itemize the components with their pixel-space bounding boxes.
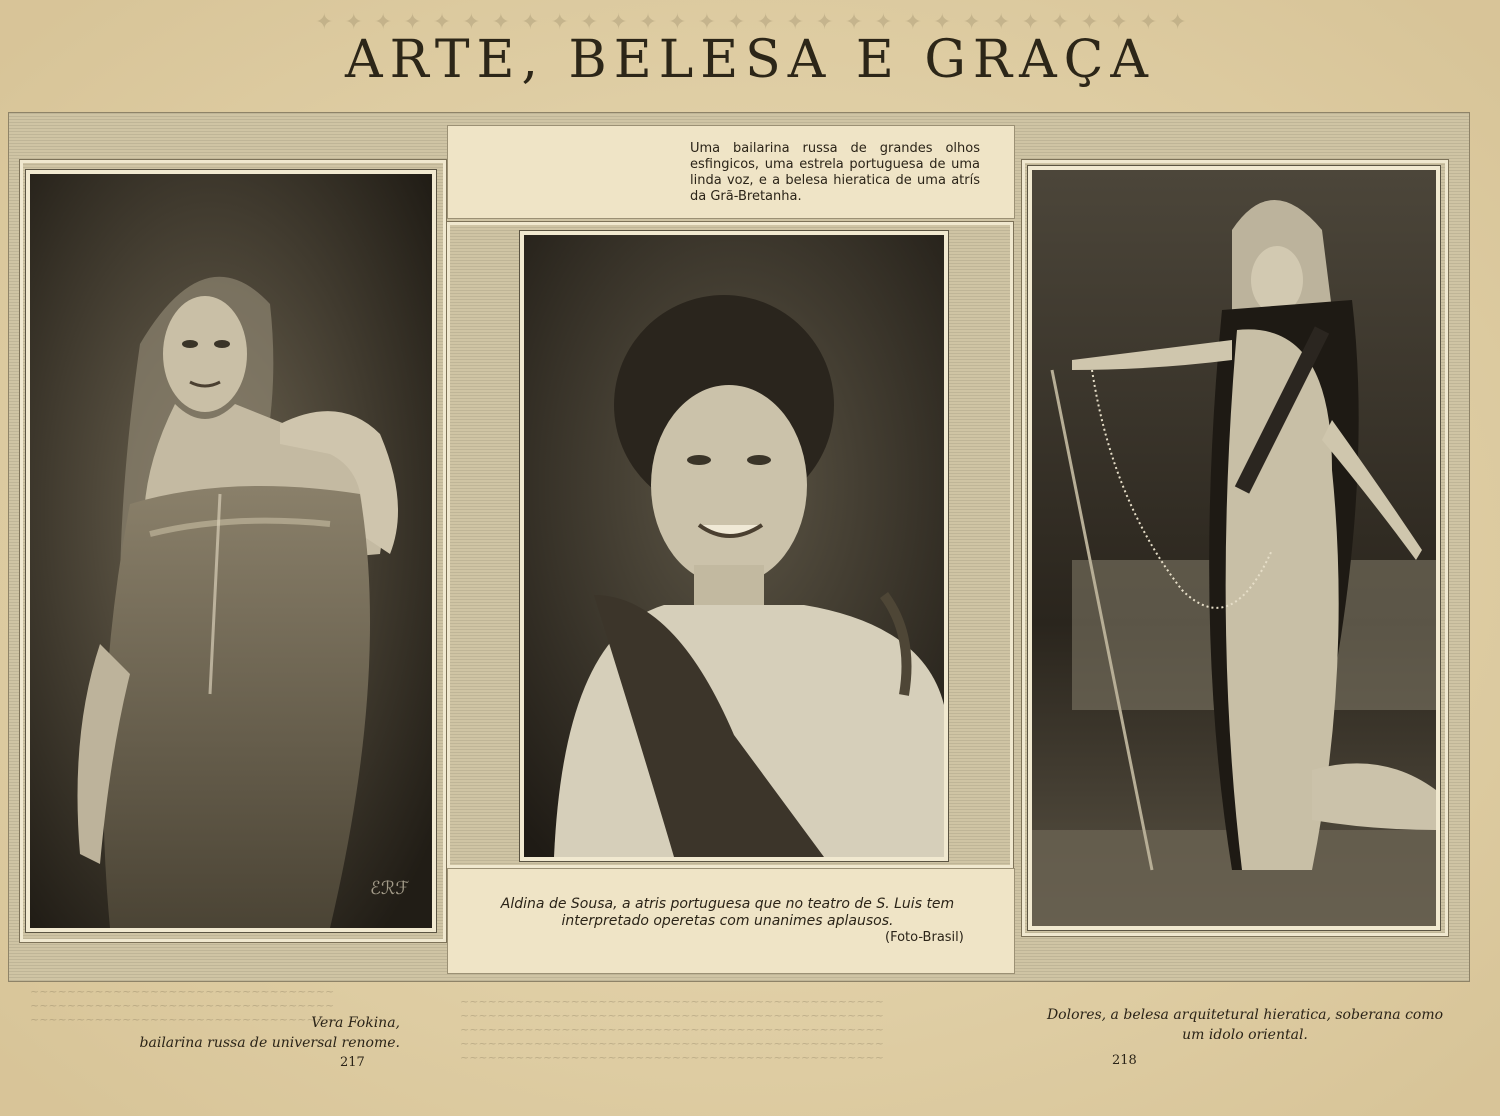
dolores-caption: Dolores, a belesa arquitetural hieratica, soberana como um idolo oriental. [1046,1007,1444,1043]
aldina-caption: Aldina de Sousa, a atris portuguesa que no teatro de S. Luis tem interpretado operetas com unanimes aplausos. [500,896,955,929]
page-title: ARTE, BELESA E GRAÇA [345,30,1155,90]
photo-vera-fokina [26,170,436,932]
svg-text:ℰℛℱ: ℰℛℱ [370,878,410,899]
intro-text: Uma bailarina russa de grandes olhos esfingicos, uma estrela portuguesa de uma linda voz, e a belesa hieratica de uma atrís da Grã-Bretanha. [690,141,980,204]
photo-dolores [1028,166,1440,930]
vera-fokina-name: Vera Fokina, [311,1015,400,1031]
show-through-text-center: ~~~~~~~~~~~~~~~~~~~~~~~~~~~~~~~~~~~~~~~~~~~~~~ ~~~~~~~~~~~~~~~~~~~~~~~~~~~~~~~~~~~~~~~~~~~~~~ ~~~~~~~~~~~~~~~~~~~~~~~~~~~~~~~~~~~~~~~~~~~~~~ ~~~~~~~~~~~~~~~~~~~~~~~~~~~~~~~~~~~~~~~~~~~~~~ ~~~~~~~~~~~~~~~~~~~~~~~~~~~~~~~~~~~~~~~~~~~~~~ [460,995,884,1064]
photo-aldina-de-sousa [520,231,948,861]
vera-fokina-caption [60,1013,400,1053]
show-through-header: ✦ ✦ ✦ ✦ ✦ ✦ ✦ ✦ ✦ ✦ ✦ ✦ ✦ ✦ ✦ ✦ ✦ ✦ ✦ ✦ ✦ ✦ ✦ ✦ ✦ ✦ ✦ ✦ ✦ ✦ [313,10,1187,35]
photo-credit: (Foto-Brasil) [885,930,964,945]
vera-fokina-description: bailarina russa de universal renome. [139,1035,400,1051]
page-number-right: 218 [1112,1053,1137,1068]
page-number-left: 217 [340,1055,365,1070]
show-through-text-left: ~~~~~~~~~~~~~~~~~~~~~~~~~~~~~~~~~ ~~~~~~~~~~~~~~~~~~~~~~~~~~~~~~~~~ ~~~~~~~~~~~~~~~~~~~~~~~~~~~~~~~~~ [30,985,335,1026]
